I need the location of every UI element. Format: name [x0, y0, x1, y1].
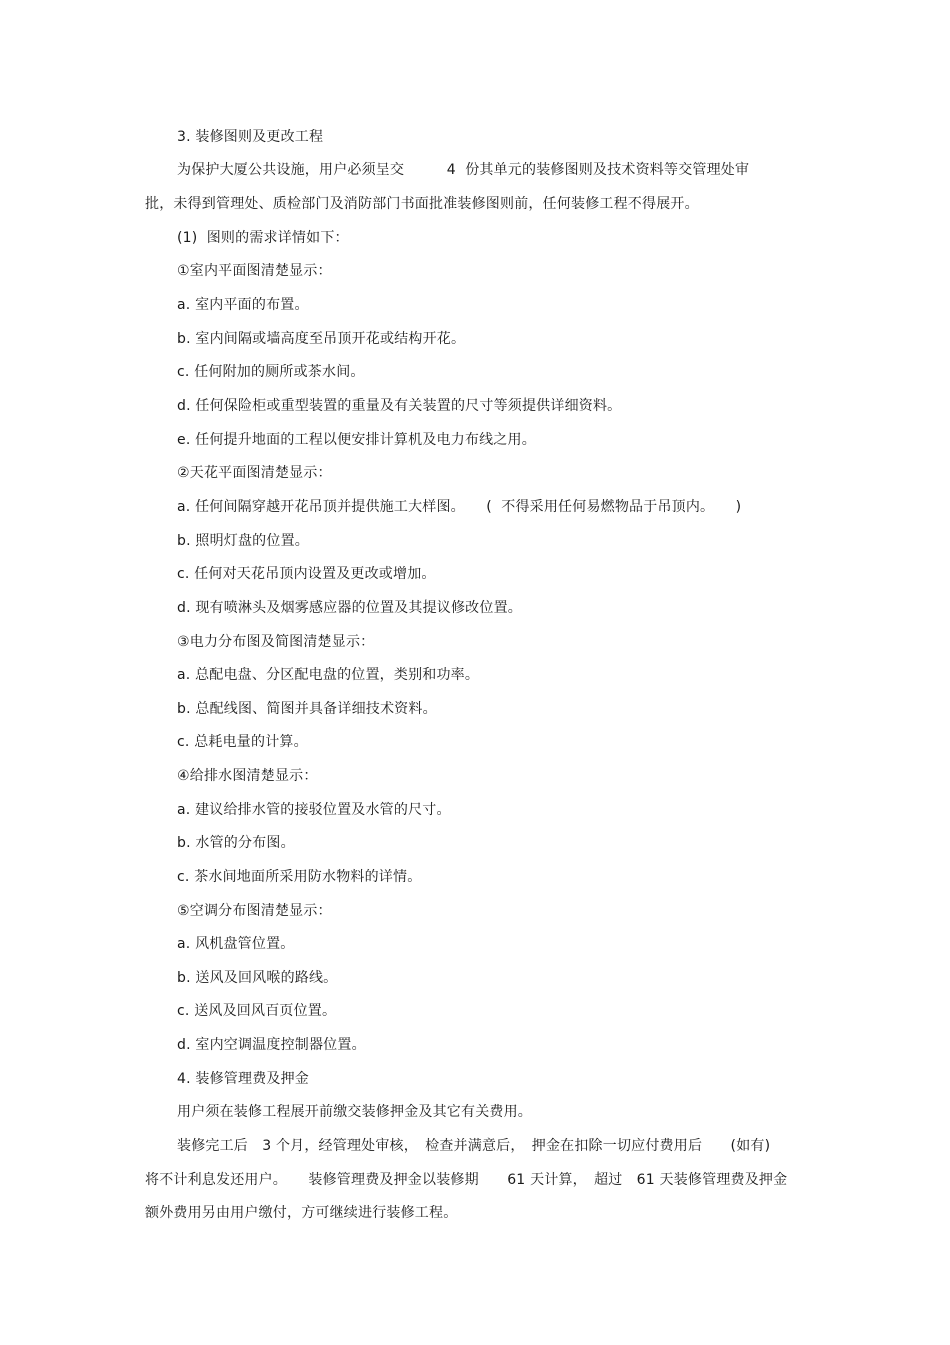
- list-heading: ②天花平面图清楚显示：: [177, 465, 332, 481]
- list-item: d. 室内空调温度控制器位置。: [177, 1037, 366, 1053]
- list-item: d. 现有喷淋头及烟雾感应器的位置及其提议修改位置。: [177, 600, 522, 616]
- paragraph-line: 批，未得到管理处、质检部门及消防部门书面批准装修图则前，任何装修工程不得展开。: [145, 196, 699, 212]
- paragraph-line: 为保护大厦公共设施，用户必须呈交 4 份其单元的装修图则及技术资料等交管理处审: [177, 162, 750, 178]
- list-item: b. 水管的分布图。: [177, 835, 295, 851]
- list-heading: ①室内平面图清楚显示：: [177, 263, 332, 279]
- paragraph-line: 装修完工后 3 个月，经管理处审核， 检查并满意后， 押金在扣除一切应付费用后 (如有): [177, 1138, 771, 1154]
- list-item: a. 建议给排水管的接驳位置及水管的尺寸。: [177, 802, 451, 818]
- list-item: c. 任何对天花吊顶内设置及更改或增加。: [177, 566, 436, 582]
- list-item: b. 室内间隔或墙高度至吊顶开花或结构开花。: [177, 331, 466, 347]
- list-item: b. 总配线图、简图并具备详细技术资料。: [177, 701, 437, 717]
- list-heading: ⑤空调分布图清楚显示：: [177, 903, 332, 919]
- list-item: a. 总配电盘、分区配电盘的位置，类别和功率。: [177, 667, 480, 683]
- paragraph-line: 用户须在装修工程展开前缴交装修押金及其它有关费用。: [177, 1104, 532, 1120]
- list-item: c. 茶水间地面所采用防水物料的详情。: [177, 869, 422, 885]
- section-heading: 4. 装修管理费及押金: [177, 1071, 310, 1087]
- list-item: a. 任何间隔穿越开花吊顶并提供施工大样图。 ( 不得采用任何易燃物品于吊顶内。 ): [177, 499, 742, 515]
- list-heading: ③电力分布图及简图清楚显示：: [177, 634, 375, 650]
- list-item: d. 任何保险柜或重型装置的重量及有关装置的尺寸等须提供详细资料。: [177, 398, 622, 414]
- list-item: e. 任何提升地面的工程以便安排计算机及电力布线之用。: [177, 432, 536, 448]
- list-item: b. 送风及回风喉的路线。: [177, 970, 338, 986]
- paragraph-line: 将不计利息发还用户。 装修管理费及押金以装修期 61 天计算， 超过 61 天装修管理费及押金: [145, 1172, 788, 1188]
- list-item: a. 风机盘管位置。: [177, 936, 295, 952]
- list-item: c. 任何附加的厕所或茶水间。: [177, 364, 365, 380]
- paragraph-line: 额外费用另由用户缴付，方可继续进行装修工程。: [145, 1205, 458, 1221]
- subsection-heading: (1) 图则的需求详情如下：: [177, 230, 349, 246]
- list-heading: ④给排水图清楚显示：: [177, 768, 318, 784]
- list-item: c. 送风及回风百页位置。: [177, 1003, 337, 1019]
- list-item: c. 总耗电量的计算。: [177, 734, 308, 750]
- section-heading: 3. 装修图则及更改工程: [177, 129, 324, 145]
- list-item: a. 室内平面的布置。: [177, 297, 309, 313]
- list-item: b. 照明灯盘的位置。: [177, 533, 309, 549]
